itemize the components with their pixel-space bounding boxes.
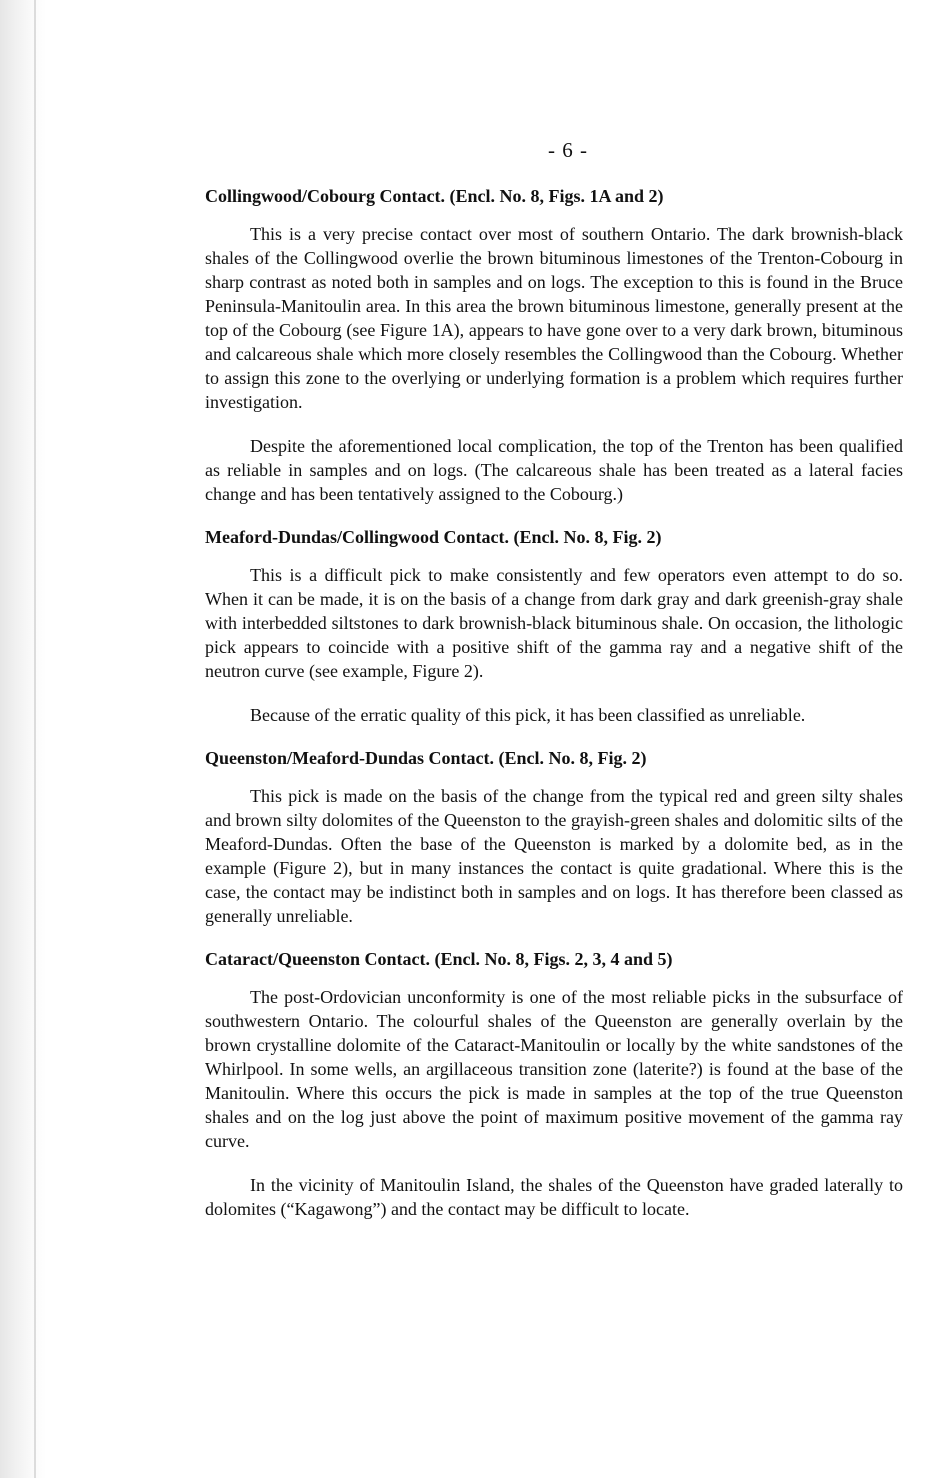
section-collingwood-cobourg [205, 185, 903, 506]
section-heading: Meaford-Dundas/Collingwood Contact. (Encl. No. 8, Fig. 2) [205, 527, 662, 547]
paragraph: In the vicinity of Manitoulin Island, the shales of the Queenston have graded laterally to dolomites (“Kagawong”) and the contact may be difficult to locate. [205, 1175, 903, 1219]
paragraph: The post-Ordovician unconformity is one of the most reliable picks in the subsurface of southwestern Ontario. The colourful shales of the Queenston are generally overlain by the brown crystalline dolomite of the Cataract-Manitoulin or locally by the white sandstones of the Whirlpool. In some wells, an argillaceous transition zone (laterite?) is found at the base of the Manitoulin. Where this occurs the pick is made in samples at the top of the true Queenston shales and on the log just above the point of maximum positive movement of the gamma ray curve. [205, 987, 903, 1151]
section-cataract-queenston [205, 948, 903, 1221]
page-number: - 6 - [548, 138, 588, 162]
scan-margin-line [34, 0, 36, 1478]
section-heading: Cataract/Queenston Contact. (Encl. No. 8, Figs. 2, 3, 4 and 5) [205, 949, 673, 969]
paragraph: Because of the erratic quality of this pick, it has been classified as unreliable. [250, 705, 806, 725]
section-heading: Queenston/Meaford-Dundas Contact. (Encl. No. 8, Fig. 2) [205, 748, 647, 768]
document-page [205, 138, 903, 1241]
scan-margin-shadow [0, 0, 46, 1478]
section-queenston-meaford-dundas [205, 747, 903, 928]
section-heading: Collingwood/Cobourg Contact. (Encl. No. 8, Figs. 1A and 2) [205, 186, 664, 206]
paragraph: This is a very precise contact over most of southern Ontario. The dark brownish-black shales of the Collingwood overlie the brown bituminous limestones of the Trenton-Cobourg in sharp contrast as noted both in samples and on logs. The exception to this is found in the Bruce Peninsula-Manitoulin area. In this area the brown bituminous limestone, generally present at the top of the Cobourg (see Figure 1A), appears to have gone over to a very dark brown, bituminous and calcareous shale which more closely resembles the Collingwood than the Cobourg. Whether to assign this zone to the overlying or underlying formation is a problem which requires further investigation. [205, 224, 903, 412]
paragraph: This is a difficult pick to make consistently and few operators even attempt to do so. When it can be made, it is on the basis of a change from dark gray and dark greenish-gray shale with interbedded siltstones to dark brownish-black bituminous shale. On occasion, the lithologic pick appears to coincide with a positive shift of the gamma ray and a negative shift of the neutron curve (see example, Figure 2). [205, 565, 903, 681]
section-meaford-dundas-collingwood [205, 526, 903, 727]
paragraph: This pick is made on the basis of the change from the typical red and green silty shales and brown silty dolomites of the Queenston to the grayish-green shales and dolomitic silts of the Meaford-Dundas. Often the base of the Queenston is marked by a dolomite bed, as in the example (Figure 2), but in many instances the contact is quite gradational. Where this is the case, the contact may be indistinct both in samples and on logs. It has therefore been classed as generally unreliable. [205, 786, 903, 926]
paragraph: Despite the aforementioned local complication, the top of the Trenton has been qualified as reliable in samples and on logs. (The calcareous shale has been treated as a lateral facies change and has been tentatively assigned to the Cobourg.) [205, 436, 903, 504]
